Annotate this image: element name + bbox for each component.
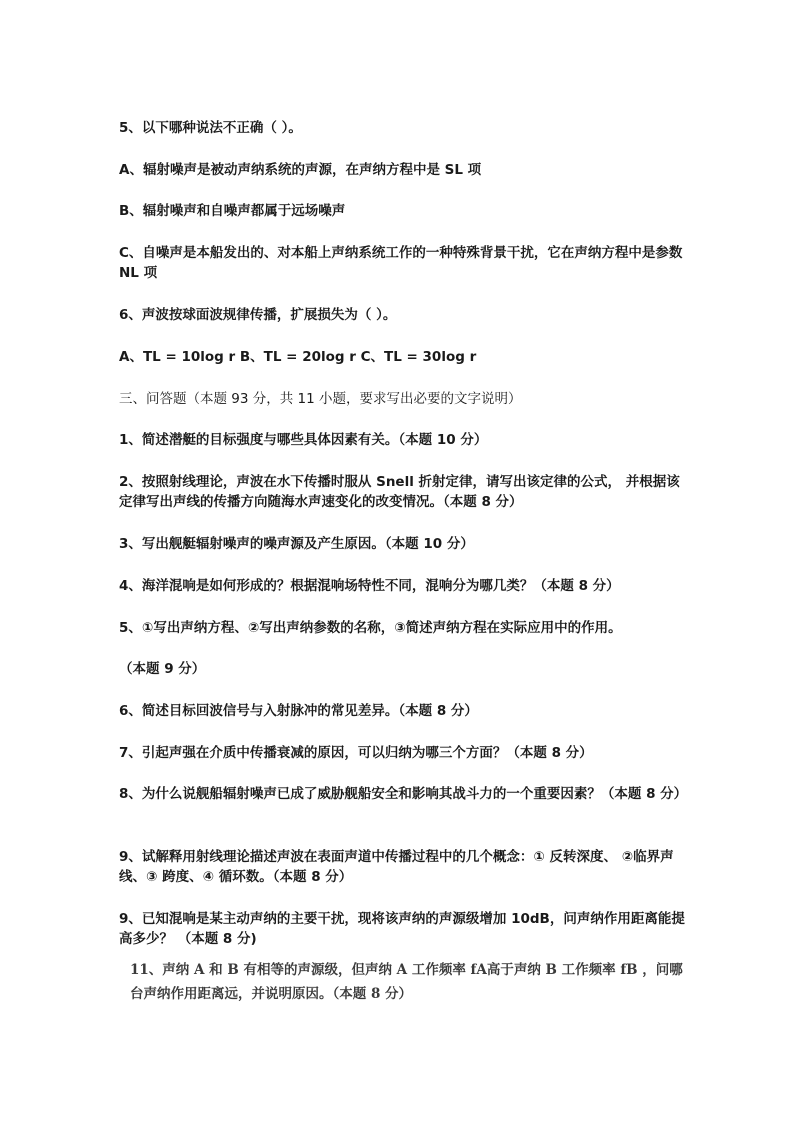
qa-11: 11、声纳 A 和 B 有相等的声源级，但声纳 A 工作频率 fA高于声纳 B 工作频率 fB ，问哪台声纳作用距离远，并说明原因。（本题 8 分） — [130, 962, 683, 1002]
qa-4: 4、海洋混响是如何形成的？根据混响场特性不同，混响分为哪几类？（本题 8 分） — [119, 578, 620, 594]
option-a: A、辐射噪声是被动声纳系统的声源，在声纳方程中是 SL 项 — [119, 162, 482, 178]
qa-5-score: （本题 9 分） — [119, 661, 206, 677]
qa-5: 5、①写出声纳方程、②写出声纳参数的名称，③简述声纳方程在实际应用中的作用。 — [119, 620, 622, 636]
qa-8: 8、为什么说舰船辐射噪声已成了威胁舰船安全和影响其战斗力的一个重要因素？（本题 8 分） — [119, 786, 688, 802]
qa-3: 3、写出舰艇辐射噪声的噪声源及产生原因。（本题 10 分） — [119, 536, 474, 552]
question-6-options: A、TL = 10log r B、TL = 20log r C、TL = 30log r — [119, 349, 477, 365]
question-5-stem: 5、以下哪种说法不正确（ ）。 — [119, 120, 302, 136]
qa-1: 1、简述潜艇的目标强度与哪些具体因素有关。（本题 10 分） — [119, 432, 488, 448]
option-b: B、辐射噪声和自噪声都属于远场噪声 — [119, 203, 346, 219]
qa-7: 7、引起声强在介质中传播衰减的原因，可以归纳为哪三个方面？（本题 8 分） — [119, 745, 593, 761]
question-6-stem: 6、声波按球面波规律传播，扩展损失为（ ）。 — [119, 307, 397, 323]
qa-2: 2、按照射线理论，声波在水下传播时服从 Snell 折射定律，请写出该定律的公式， 并根据该定律写出声线的传播方向随海水声速变化的改变情况。（本题 8 分） — [119, 474, 680, 510]
qa-9b: 9、已知混响是某主动声纳的主要干扰，现将该声纳的声源级增加 10dB，问声纳作用距离能提高多少？ （本题 8 分) — [119, 911, 685, 947]
option-c: C、自噪声是本船发出的、对本船上声纳系统工作的一种特殊背景干扰，它在声纳方程中是参数 NL 项 — [119, 245, 683, 281]
qa-9a: 9、试解释用射线理论描述声波在表面声道中传播过程中的几个概念：① 反转深度、 ②临界声线、③ 跨度、④ 循环数。（本题 8 分） — [119, 849, 674, 885]
section-3-heading: 三、问答题（本题 93 分，共 11 小题，要求写出必要的文字说明） — [119, 391, 522, 407]
qa-6: 6、简述目标回波信号与入射脉冲的常见差异。（本题 8 分） — [119, 703, 478, 719]
